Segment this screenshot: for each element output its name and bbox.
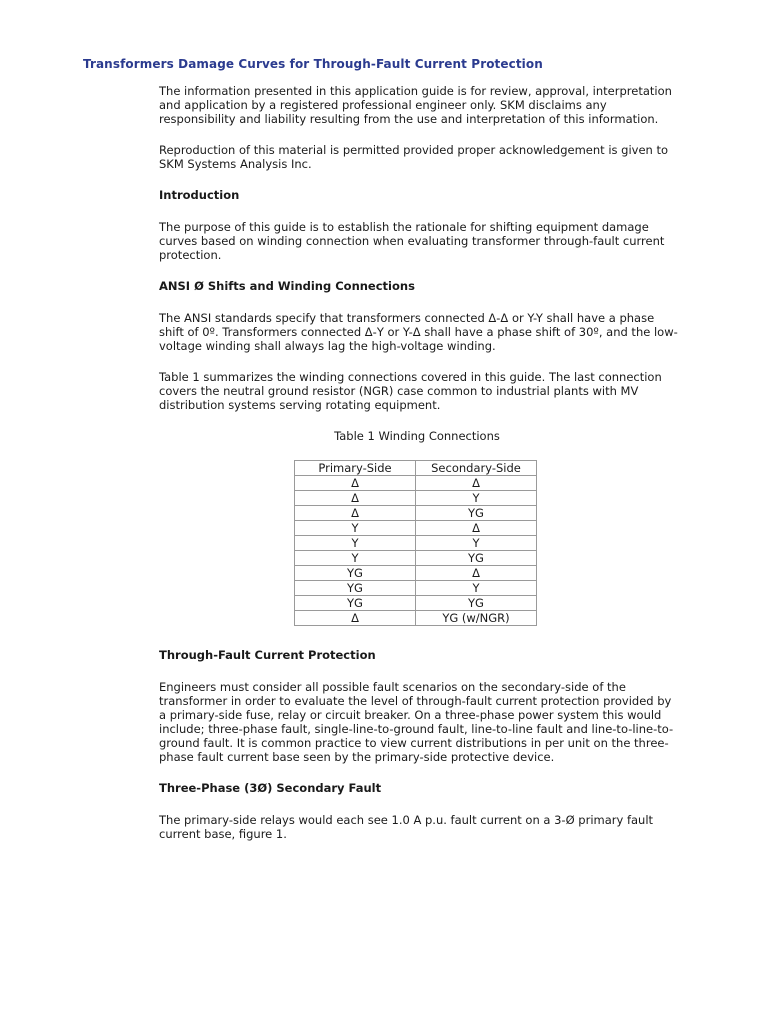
table-row [295, 596, 537, 611]
table-caption: Table 1 Winding Connections [334, 429, 500, 443]
table-row [295, 521, 537, 536]
cell-primary: YG [295, 566, 416, 581]
cell-secondary: YG (w/NGR) [416, 611, 537, 626]
document-title: Transformers Damage Curves for Through-Fault Current Protection [83, 57, 543, 71]
cell-primary: Δ [295, 491, 416, 506]
three-phase-paragraph: The primary-side relays would each see 1.0 A p.u. fault current on a 3-Ø primary fault current base, figure 1. [159, 813, 654, 841]
table-row [295, 551, 537, 566]
cell-primary: Δ [295, 506, 416, 521]
table-summary-paragraph: Table 1 summarizes the winding connections covered in this guide. The last connection covers the neutral ground resistor (NGR) case common to industrial plants with MV distribution systems serving rotating equipment. [159, 370, 662, 412]
cell-primary: YG [295, 596, 416, 611]
introduction-paragraph: The purpose of this guide is to establish the rationale for shifting equipment damage curves based on winding connection when evaluating transformer through-fault current protection. [159, 220, 665, 262]
table-row [295, 491, 537, 506]
table-row [295, 506, 537, 521]
through-fault-heading: Through-Fault Current Protection [159, 648, 376, 662]
cell-secondary: Y [416, 536, 537, 551]
disclaimer-paragraph: The information presented in this application guide is for review, approval, interpretation and application by a registered professional engineer only. SKM disclaims any responsibility and liability resulting from the use and interpretation of this information. [159, 84, 672, 126]
table-row [295, 566, 537, 581]
header-primary-side: Primary-Side [295, 461, 416, 476]
cell-secondary: YG [416, 551, 537, 566]
cell-primary: Y [295, 551, 416, 566]
cell-primary: YG [295, 581, 416, 596]
three-phase-heading: Three-Phase (3Ø) Secondary Fault [159, 781, 382, 795]
cell-secondary: YG [416, 506, 537, 521]
table-header-row [295, 461, 537, 476]
cell-primary: Δ [295, 476, 416, 491]
table-row [295, 536, 537, 551]
reproduction-paragraph: Reproduction of this material is permitted provided proper acknowledgement is given to SKM Systems Analysis Inc. [159, 143, 669, 171]
table-row [295, 476, 537, 491]
introduction-heading: Introduction [159, 188, 240, 202]
winding-connections-table [294, 460, 537, 626]
cell-secondary: Y [416, 491, 537, 506]
through-fault-paragraph: Engineers must consider all possible fault scenarios on the secondary-side of the transformer in order to evaluate the level of through-fault current protection provided by a primary-side fuse, relay or circuit breaker. On a three-phase power system this would include; three-phase fault, single-line-to-ground fault, line-to-line fault and line-to-line-to-ground fault. It is common practice to view current distributions in per unit on the three-phase fault current base seen by the primary-side protective device. [159, 680, 674, 764]
cell-secondary: YG [416, 596, 537, 611]
table-row [295, 611, 537, 626]
header-secondary-side: Secondary-Side [416, 461, 537, 476]
cell-secondary: Y [416, 581, 537, 596]
cell-secondary: Δ [416, 476, 537, 491]
cell-primary: Y [295, 536, 416, 551]
cell-secondary: Δ [416, 521, 537, 536]
document-body [159, 84, 679, 858]
ansi-paragraph: The ANSI standards specify that transformers connected Δ-Δ or Y-Y shall have a phase shift of 0º. Transformers connected Δ-Y or Y-Δ shall have a phase shift of 30º, and the low-voltage winding shall always lag the high-voltage winding. [159, 311, 678, 353]
cell-secondary: Δ [416, 566, 537, 581]
ansi-heading: ANSI Ø Shifts and Winding Connections [159, 279, 415, 293]
table-row [295, 581, 537, 596]
cell-primary: Y [295, 521, 416, 536]
cell-primary: Δ [295, 611, 416, 626]
